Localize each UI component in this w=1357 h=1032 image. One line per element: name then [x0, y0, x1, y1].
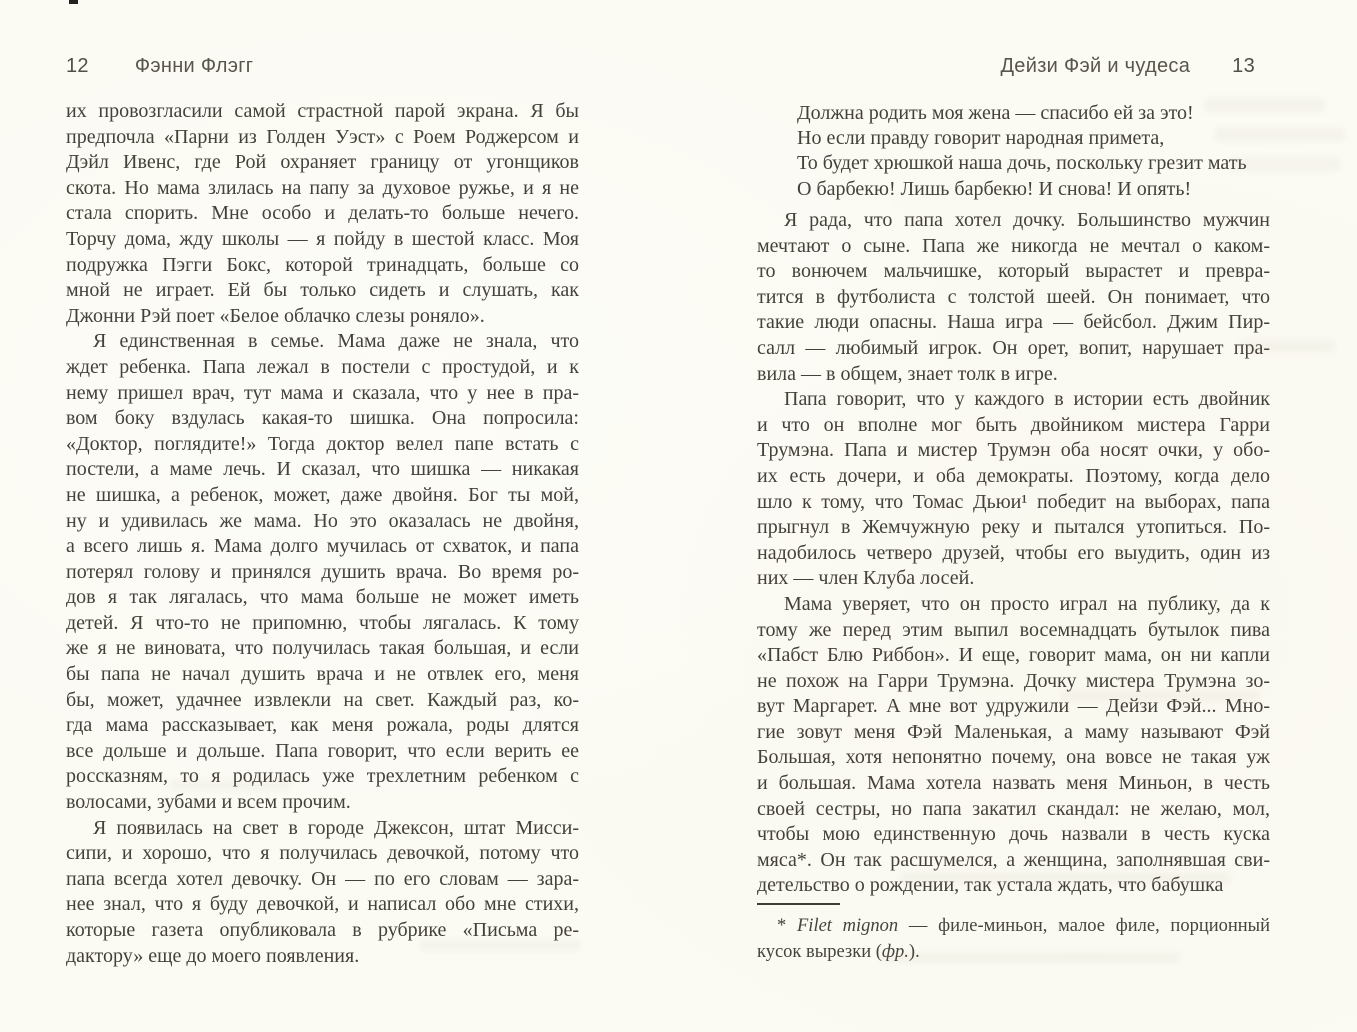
text-line: постели, а маме лечь. И сказал, что шишка — никакая [66, 458, 579, 481]
text-line: тится в футболиста с толстой шеей. Он понимает, что [757, 285, 1270, 308]
text-line: Джонни Рэй поет «Белое облачко слезы роняло». [66, 304, 485, 327]
text-line: мечтают о сыне. Папа же никогда не мечтал о каком- [757, 234, 1270, 257]
left-page-number: 12 [66, 55, 89, 77]
footnote-segment: ). [908, 942, 920, 962]
poem-line: О барбекю! Лишь барбекю! И снова! И опять! [797, 177, 1192, 200]
text-line: Папа говорит, что у каждого в истории есть двойник [784, 388, 1270, 411]
right-page-text [757, 208, 1270, 899]
text-line: тому же перед этим выпил восемнадцать бутылок пива [757, 618, 1270, 641]
text-line: бы, может, удачнее извлекли на свет. Каждый раз, ко- [66, 688, 579, 711]
text-line: Трумэна. Папа и мистер Трумэн оба носят очки, у обо- [757, 439, 1270, 462]
text-line: шло к тому, что Томас Дьюи¹ победит на выборах, папа [757, 490, 1270, 513]
left-running-head [66, 55, 253, 79]
text-line: бы папа не начал душить врача и не отвлек его, меня [66, 663, 579, 686]
bleed-through-smudge [1205, 98, 1325, 112]
text-line: их есть дочери, и оба демократы. Поэтому, когда дело [757, 464, 1270, 487]
text-line: Дэйл Ивенс, где Рой охраняет границу от угонщиков [66, 151, 579, 174]
bleed-through-smudge [1230, 158, 1340, 171]
text-line: мной не играет. Ей бы только сидеть и слушать, как [66, 279, 579, 302]
right-running-title: Дейзи Фэй и чудеса [1000, 55, 1191, 77]
footnote-segment: фр. [881, 942, 909, 962]
poem-line: Но если правду говорит народная примета, [797, 127, 1165, 150]
text-line: Большая, хотя непонятно почему, она вовсе не такая уж [757, 746, 1270, 769]
text-line: дов я так лягалась, что мама больше не может иметь [66, 586, 579, 609]
text-line: такие люди опасны. Наша игра — бейсбол. Джим Пир- [757, 311, 1270, 334]
poem-line: Должна родить моя жена — спасибо ей за это! [797, 102, 1194, 124]
left-page-text [66, 99, 579, 969]
text-line: «Пабст Блю Риббон». И еще, говорит мама, он ни капли [757, 644, 1270, 667]
text-line: которые газета опубликовала в рубрике «Письма ре- [66, 919, 579, 941]
text-line: Я рада, что папа хотел дочку. Большинство мужчин [784, 209, 1270, 231]
text-line: и что он вполне мог быть двойником мистера Гарри [757, 413, 1270, 436]
text-line: ждет ребенка. Папа лежал в постели с простудой, и к [66, 355, 579, 378]
text-line: не шишка, а ребенок, может, даже двойня. Бог ты мой, [66, 483, 579, 506]
bleed-through-smudge [1240, 340, 1335, 352]
text-line: все дольше и дольше. Папа говорит, что если верить ее [66, 739, 579, 762]
text-line: салл — любимый игрок. Он орет, вопит, нарушает пра- [757, 336, 1270, 359]
poem-line: То будет хрюшкой наша дочь, поскольку грезит мать [797, 152, 1247, 175]
text-line: гие зовут меня Фэй Маленькая, а маму называют Фэй [757, 720, 1270, 743]
bleed-through-smudge [1060, 690, 1260, 702]
bleed-through-smudge [1215, 128, 1345, 141]
text-line: потерял голову и принялся душить врача. Во время ро- [66, 560, 579, 583]
footnote-segment: Filet mignon [797, 916, 899, 936]
text-line: подружка Пэгги Бокс, которой тринадцать, больше со [66, 253, 579, 276]
text-line: вут Маргарет. А мне вот удружили — Дейзи Фэй... Мно- [757, 695, 1270, 718]
right-running-head [1000, 55, 1255, 79]
text-line: детельство о рождении, так устала ждать, что бабушка [757, 874, 1224, 897]
text-line: предпочла «Парни из Голден Уэст» с Роем Роджерсом и [66, 125, 579, 148]
text-line: и большая. Мама хотела назвать меня Миньон, в честь [757, 772, 1270, 795]
text-line: россказням, то я родилась уже трехлетним ребенком с [66, 765, 579, 788]
footnote-rule [757, 903, 840, 905]
footnote-segment: * [777, 916, 797, 936]
text-line: вом боку вздулась какая-то шишка. Она попросила: [66, 407, 579, 430]
text-line: прыгнул в Жемчужную реку и пытался утопиться. По- [757, 516, 1270, 539]
text-line: скота. Но мама злилась на папу за духовое ружье, и я не [66, 176, 579, 199]
text-line: надобилось четверо друзей, чтобы его выудить, один из [757, 541, 1270, 564]
text-line: гда мама рассказывает, как меня рожала, роды длятся [66, 714, 579, 737]
text-line: своей сестры, но папа закатил скандал: не желаю, мол, [757, 797, 1270, 820]
text-line: папа всегда хотел девочку. Он — по его словам — зара- [66, 867, 579, 890]
text-line: же я не виновата, что получилась такая большая, и если [66, 637, 579, 660]
text-line: стала спорить. Мне особо и делать-то больше нечего. [66, 202, 579, 225]
text-line: детей. Я что-то не припомню, чтобы лягалась. К тому [66, 611, 579, 634]
text-line: ну и удивилась же мама. Но это оказалась не двойня, [66, 509, 579, 532]
text-line: их провозгласили самой страстной парой экрана. Я бы [66, 100, 579, 122]
right-page-poem [757, 101, 1270, 202]
text-line: не похож на Гарри Трумэна. Дочку мистера Трумэна зо- [757, 669, 1270, 692]
scan-speck [69, 0, 78, 4]
text-line: то вонючем мальчишке, который вырастет и превра- [757, 260, 1270, 283]
left-running-title: Фэнни Флэгг [134, 55, 254, 77]
text-line: Я единственная в семье. Мама даже не знала, что [93, 330, 579, 353]
text-line: Я появилась на свет в городе Джексон, штат Мисси- [93, 816, 579, 839]
text-line: Мама уверяет, что он просто играл на публику, да к [784, 592, 1270, 615]
text-line: Торчу дома, жду школы — я пойду в шестой класс. Моя [66, 227, 579, 250]
text-line: сипи, и хорошо, что я получилась девочкой, потому что [66, 842, 579, 865]
footnote-segment: — филе-миньон, малое филе, порционный кусок вырезки ( [757, 916, 1271, 962]
text-line: нее знал, что я буду девочкой, и написал обо мне стихи, [66, 893, 579, 916]
text-line: «Доктор, поглядите!» Тогда доктор велел папе встать с [66, 432, 579, 455]
bleed-through-smudge [900, 872, 1230, 884]
text-line: них — член Клуба лосей. [757, 567, 975, 590]
bleed-through-smudge [170, 780, 290, 791]
right-page-number: 13 [1232, 55, 1255, 77]
text-line: дактору» еще до моего появления. [66, 944, 360, 967]
text-line: мяса*. Он так расшумелся, а женщина, заполнявшая сви- [757, 848, 1270, 871]
bleed-through-smudge [420, 940, 580, 951]
text-line: а всего лишь я. Мама долго мучилась от схваток, и папа [66, 535, 579, 558]
text-line: нему пришел врач, тут мама и сказала, что у нее в пра- [66, 381, 579, 404]
text-line: вила — в общем, знает толк в игре. [757, 362, 1058, 385]
text-line: волосами, зубами и всем прочим. [66, 791, 351, 814]
bleed-through-smudge [880, 952, 1180, 963]
text-line: чтобы мою единственную дочь назвали в честь куска [757, 823, 1270, 846]
